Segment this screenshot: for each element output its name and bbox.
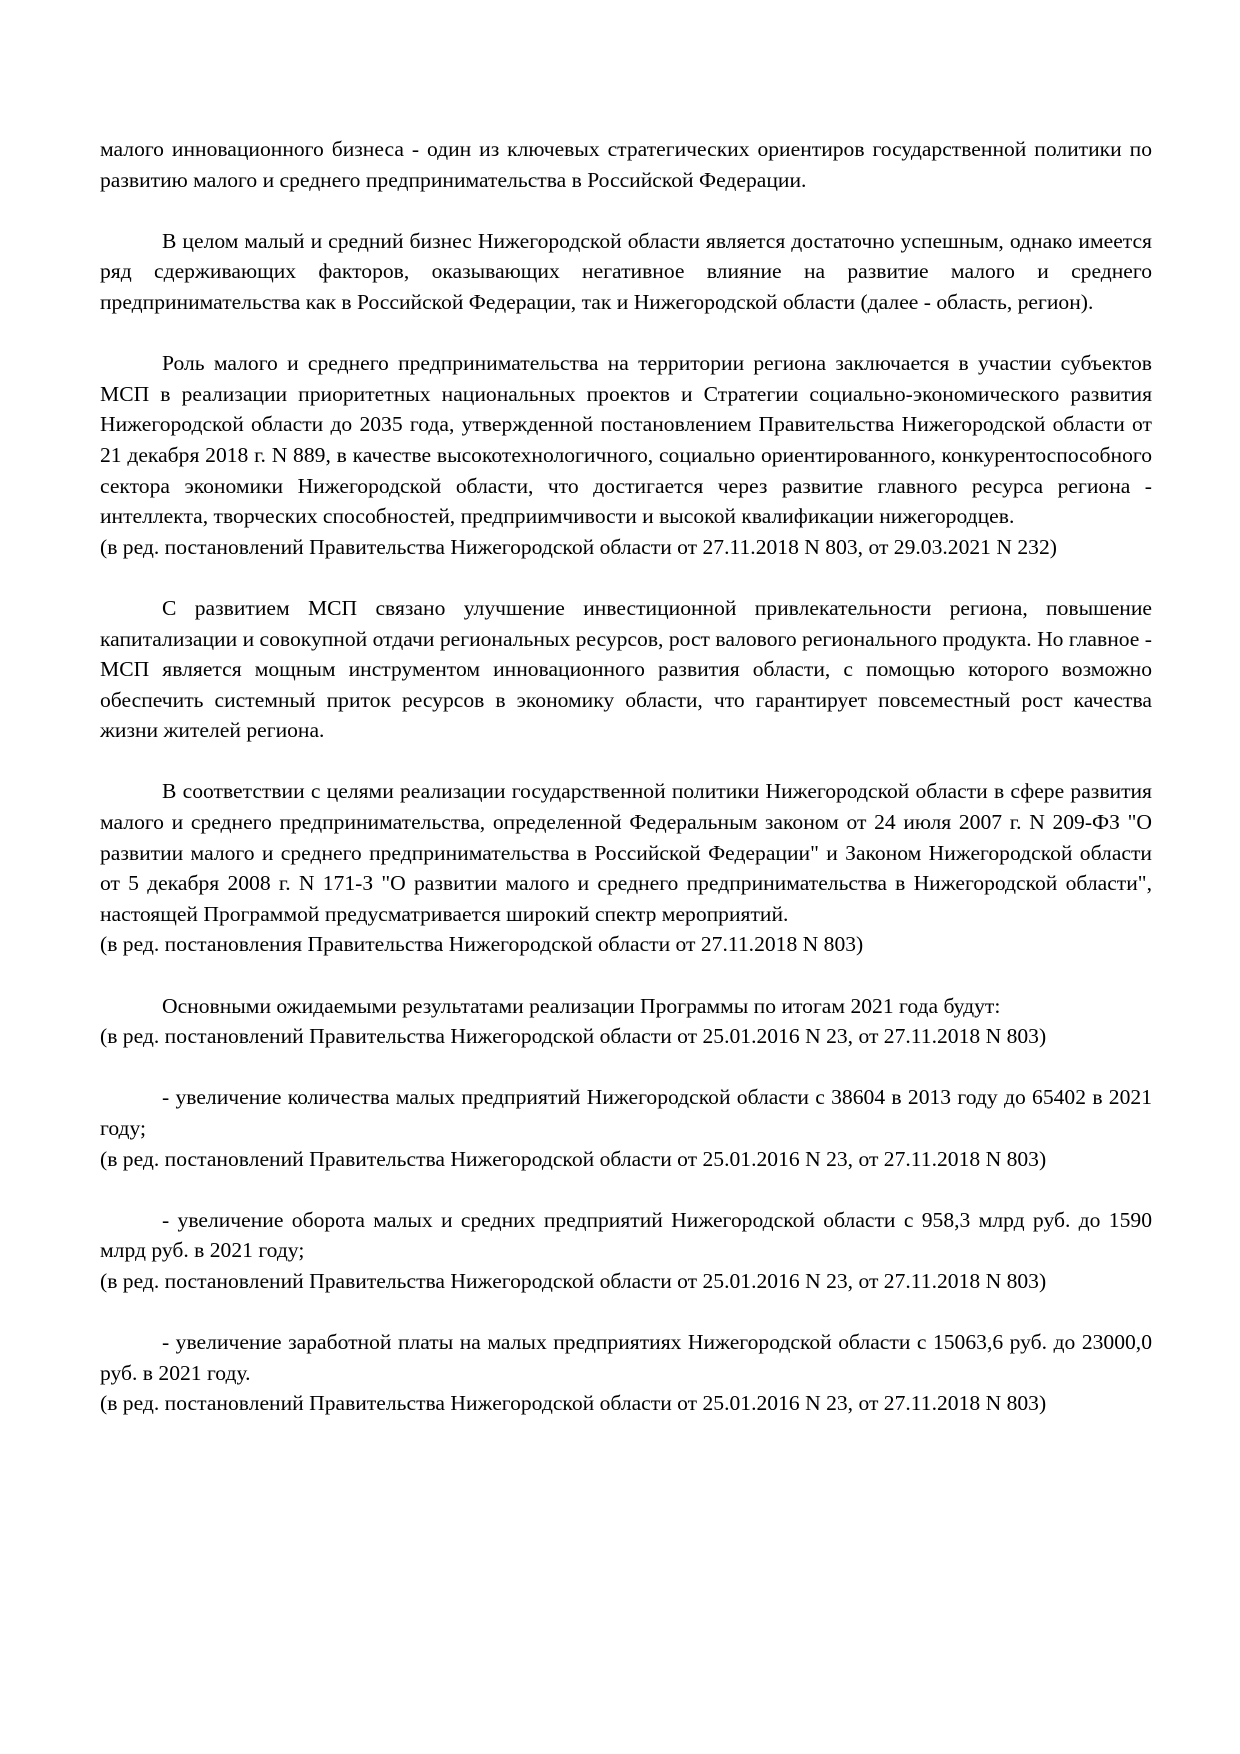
bullet-turnover-growth: - увеличение оборота малых и средних предприятий Нижегородской области с 958,3 млрд руб. до 1590 млрд руб. в 2021 году; xyxy=(100,1207,1152,1263)
amendment-citation: (в ред. постановлений Правительства Нижегородской области от 27.11.2018 N 803, от 29.03.2021 N 232) xyxy=(100,534,1057,559)
amendment-citation: (в ред. постановлений Правительства Нижегородской области от 25.01.2016 N 23, от 27.11.2018 N 803) xyxy=(100,1391,1047,1416)
bullet-small-enterprises-count: - увеличение количества малых предприятий Нижегородской области с 38604 в 2013 году до 65402 в 2021 году; xyxy=(100,1085,1152,1140)
paragraph-overview-sme: В целом малый и средний бизнес Нижегородской области является достаточно успешным, однако имеется ряд сдерживающих факторов, оказывающих негативное влияние на развитие малого и среднего предпринимательства как в Российской Федерации, так и Нижегородской области (далее - область, регион). xyxy=(100,228,1152,314)
block-gap xyxy=(100,1052,1152,1083)
block-gap xyxy=(100,195,1152,226)
block-gap xyxy=(100,1174,1152,1205)
paragraph-expected-results-intro: Основными ожидаемыми результатами реализации Программы по итогам 2021 года будут: xyxy=(162,993,1001,1018)
paragraph-investment-attractiveness: С развитием МСП связано улучшение инвестиционной привлекательности региона, повышение капитализации и совокупной отдачи региональных ресурсов, рост валового регионального продукта. Но главное - МСП является мощным инструментом инновационного развития области, с помощью которого возможно обеспечить системный приток ресурсов в экономику области, что гарантирует повсеместный рост качества жизни жителей региона. xyxy=(100,595,1152,743)
block-gap xyxy=(100,960,1152,991)
block-gap xyxy=(100,318,1152,349)
amendment-citation: (в ред. постановления Правительства Нижегородской области от 27.11.2018 N 803) xyxy=(100,932,864,957)
amendment-citation: (в ред. постановлений Правительства Нижегородской области от 25.01.2016 N 23, от 27.11.2018 N 803) xyxy=(100,1268,1047,1293)
block-gap xyxy=(100,562,1152,593)
paragraph-role-of-sme: Роль малого и среднего предпринимательства на территории региона заключается в участии субъектов МСП в реализации приоритетных национальных проектов и Стратегии социально-экономического развития Нижегородской области до 2035 года, утвержденной постановлением Правительства Нижегородской области от 21 декабря 2018 г. N 889, в качестве высокотехнологичного, социально ориентированного, конкурентоспособного сектора экономики Нижегородской области, что достигается через развитие главного ресурса региона - интеллекта, творческих способностей, предприимчивости и высокой квалификации нижегородцев. xyxy=(100,351,1152,529)
document-body xyxy=(100,134,1152,1419)
block-gap xyxy=(100,1297,1152,1328)
amendment-citation: (в ред. постановлений Правительства Нижегородской области от 25.01.2016 N 23, от 27.11.2018 N 803) xyxy=(100,1146,1047,1171)
bullet-wage-growth: - увеличение заработной платы на малых предприятиях Нижегородской области с 15063,6 руб. до 23000,0 руб. в 2021 году. xyxy=(100,1330,1152,1385)
paragraph-continuation: малого инновационного бизнеса - один из ключевых стратегических ориентиров государственной политики по развитию малого и среднего предпринимательства в Российской Федерации. xyxy=(100,137,1152,192)
paragraph-state-policy-goals: В соответствии с целями реализации государственной политики Нижегородской области в сфере развития малого и среднего предпринимательства, определенной Федеральным законом от 24 июля 2007 г. N 209-ФЗ "О развитии малого и среднего предпринимательства в Российской Федерации" и Законом Нижегородской области от 5 декабря 2008 г. N 171-З "О развитии малого и среднего предпринимательства в Нижегородской области", настоящей Программой предусматривается широкий спектр мероприятий. xyxy=(100,779,1152,926)
block-gap xyxy=(100,746,1152,777)
amendment-citation: (в ред. постановлений Правительства Нижегородской области от 25.01.2016 N 23, от 27.11.2018 N 803) xyxy=(100,1024,1047,1049)
